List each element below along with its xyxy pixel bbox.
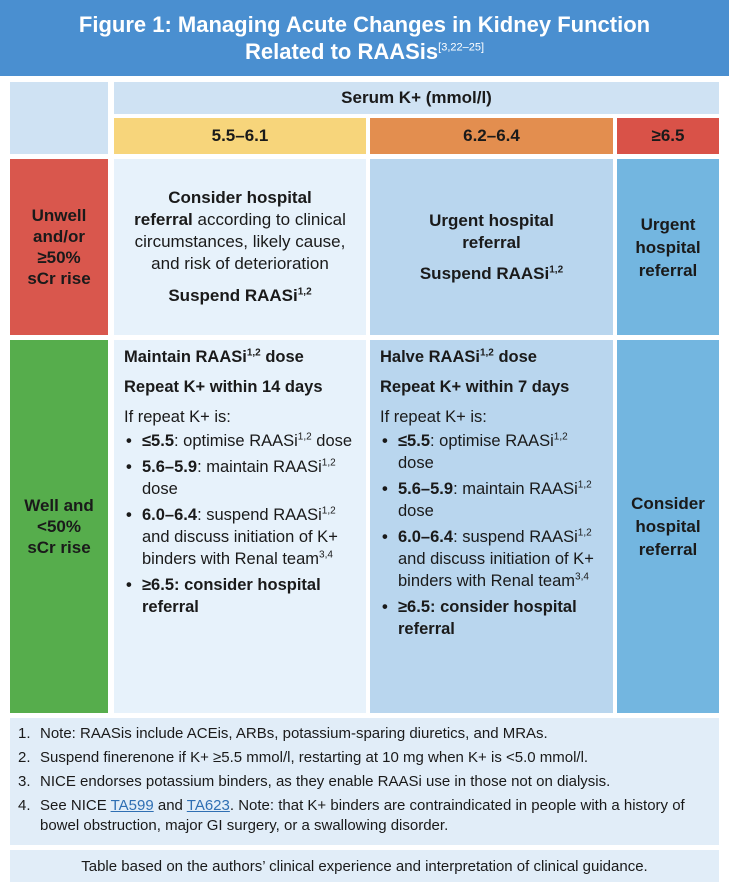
well-high-cell: [617, 340, 719, 713]
bullet-text: : suspend RAASi: [453, 528, 578, 546]
suspend-text: Suspend RAASi: [419, 263, 550, 283]
link-ta599[interactable]: TA599: [110, 797, 154, 814]
footnote-number: 2.: [18, 749, 31, 766]
halve-dose: [380, 346, 607, 368]
row-label-unwell: [10, 159, 108, 335]
range-6-2-6-4: 6.2–6.4: [370, 118, 613, 154]
bullet-mid: and discuss initiation of K+ binders with Renal team: [398, 550, 594, 590]
list-item: [124, 574, 360, 618]
bullet-tail: dose: [311, 432, 353, 450]
well-line: Well and: [24, 496, 94, 515]
range-5-5-6-1: 5.5–6.1: [114, 118, 366, 154]
well-mid-cell: [370, 340, 613, 713]
footnote-post: . Note: that K+ binders are contraindicated in people with a history of bowel obstruction, major GI surgery, or a swallowing disorder.: [40, 797, 685, 834]
ref-sup: 1,2: [246, 347, 261, 359]
bullet-bold-tail: : consider hospital referral: [142, 576, 321, 616]
bullet-list: [124, 430, 360, 618]
footnote-item: [18, 796, 711, 836]
unwell-mid-cell: [370, 159, 613, 335]
title-line-1: Figure 1: Managing Acute Changes in Kidney Function: [78, 12, 651, 37]
ref-sup: 1,2: [479, 347, 494, 359]
footnote-number: 1.: [18, 725, 31, 742]
list-item: [124, 430, 360, 452]
urgent-line: Urgent: [640, 214, 696, 234]
consider-line: Consider: [631, 494, 705, 513]
repeat-7-days: Repeat K+ within 7 days: [380, 378, 570, 396]
footnote-text: Note: RAASis include ACEis, ARBs, potassium-sparing diuretics, and MRAs.: [40, 725, 548, 742]
ref-sup: 1,2: [553, 431, 568, 443]
footnote-list: [18, 724, 711, 836]
link-ta623[interactable]: TA623: [186, 797, 230, 814]
well-line: sCr rise: [27, 538, 91, 557]
maintain-dose: [124, 346, 360, 368]
list-item: [124, 456, 360, 500]
bullet-text: : maintain RAASi: [453, 480, 578, 498]
bullet-bold: 5.6–5.9: [398, 480, 454, 498]
footnote-item: [18, 772, 711, 792]
unwell-low-cell: [114, 159, 366, 335]
halve-text: Halve RAASi: [380, 348, 480, 366]
bullet-list: [380, 430, 607, 640]
if-repeat: If repeat K+ is:: [380, 408, 487, 426]
ref-sup: 1,2: [321, 457, 336, 469]
bullet-text: : optimise RAASi: [174, 432, 298, 450]
row-label-well: [10, 340, 108, 713]
dose-text: dose: [493, 348, 537, 366]
serum-k-header: Serum K+ (mmol/l): [114, 82, 719, 114]
unwell-line: ≥50%: [37, 248, 81, 267]
bullet-bold: 6.0–6.4: [398, 528, 454, 546]
ref-sup: 3,4: [319, 549, 333, 561]
bullet-bold: 6.0–6.4: [142, 506, 198, 524]
header-corner: [10, 82, 108, 154]
consider-line: hospital: [635, 517, 701, 536]
list-item: [380, 596, 607, 640]
footnote-text: Suspend finerenone if K+ ≥5.5 mmol/l, restarting at 10 mg when K+ is <5.0 mmol/l.: [40, 749, 589, 766]
bullet-tail: dose: [398, 502, 434, 520]
consider-referral-text: [128, 187, 352, 275]
bullet-bold: 5.6–5.9: [142, 458, 198, 476]
bullet-mid: and discuss initiation of K+ binders with Renal team: [142, 528, 338, 568]
bullet-bold: ≤5.5: [398, 432, 430, 450]
bullet-bold: ≥6.5: [142, 576, 174, 594]
consider-bold-1: Consider hospital: [168, 188, 312, 207]
list-item: [380, 430, 607, 474]
bullet-bold: ≥6.5: [398, 598, 430, 616]
ref-sup: 3,4: [575, 571, 589, 583]
footer-note: Table based on the authors’ clinical experience and interpretation of clinical guidance.: [10, 850, 719, 882]
bullet-text: : optimise RAASi: [430, 432, 554, 450]
if-repeat: If repeat K+ is:: [124, 408, 231, 426]
well-low-cell: [114, 340, 366, 713]
urgent-referral-line-1: Urgent hospital: [429, 210, 554, 230]
urgent-line: referral: [638, 260, 698, 280]
bullet-tail: dose: [142, 480, 178, 498]
consider-line: referral: [638, 540, 698, 559]
figure-title: [0, 0, 729, 76]
urgent-referral-line-2: referral: [462, 232, 521, 252]
title-line-2-text: Related to RAASis: [244, 39, 439, 64]
unwell-high-cell: [617, 159, 719, 335]
consider-rest: according to clinical circumstances, likely cause, and risk of deterioration: [134, 210, 346, 273]
suspend-text: Suspend RAASi: [168, 286, 298, 305]
suspend-raasi: [168, 285, 311, 307]
bullet-bold-tail: : consider hospital referral: [398, 598, 577, 638]
ref-sup: 1,2: [549, 263, 564, 275]
title-line-2: [245, 38, 484, 65]
list-item: [380, 478, 607, 522]
footnote-item: [18, 748, 711, 768]
bullet-bold: ≤5.5: [142, 432, 174, 450]
footnote-item: [18, 724, 711, 744]
dose-text: dose: [260, 348, 304, 366]
range-6-5-plus: ≥6.5: [617, 118, 719, 154]
maintain-text: Maintain RAASi: [124, 348, 247, 366]
footnote-pre: See NICE: [40, 797, 111, 814]
ref-sup: 1,2: [297, 431, 312, 443]
well-line: <50%: [37, 517, 81, 536]
bullet-text: : suspend RAASi: [197, 506, 322, 524]
footnote-mid: and: [153, 797, 187, 814]
consider-bold-2: referral: [134, 210, 193, 229]
list-item: [124, 504, 360, 570]
unwell-line: Unwell: [31, 206, 87, 225]
title-references: [3,22–25]: [438, 41, 485, 54]
footnote-number: 3.: [18, 773, 31, 790]
footnote-number: 4.: [18, 797, 31, 814]
unwell-line: sCr rise: [27, 269, 91, 288]
footnotes: [10, 718, 719, 845]
ref-sup: 1,2: [577, 479, 592, 491]
bullet-text: : maintain RAASi: [197, 458, 322, 476]
ref-sup: 1,2: [577, 527, 592, 539]
list-item: [380, 526, 607, 592]
repeat-14-days: Repeat K+ within 14 days: [124, 378, 323, 396]
suspend-raasi: [420, 263, 563, 285]
bullet-tail: dose: [398, 454, 434, 472]
footnote-text: NICE endorses potassium binders, as they enable RAASi use in those not on dialysis.: [40, 773, 611, 790]
ref-sup: 1,2: [321, 505, 336, 517]
urgent-line: hospital: [635, 237, 701, 257]
unwell-line: and/or: [33, 227, 85, 246]
ref-sup: 1,2: [297, 286, 312, 298]
